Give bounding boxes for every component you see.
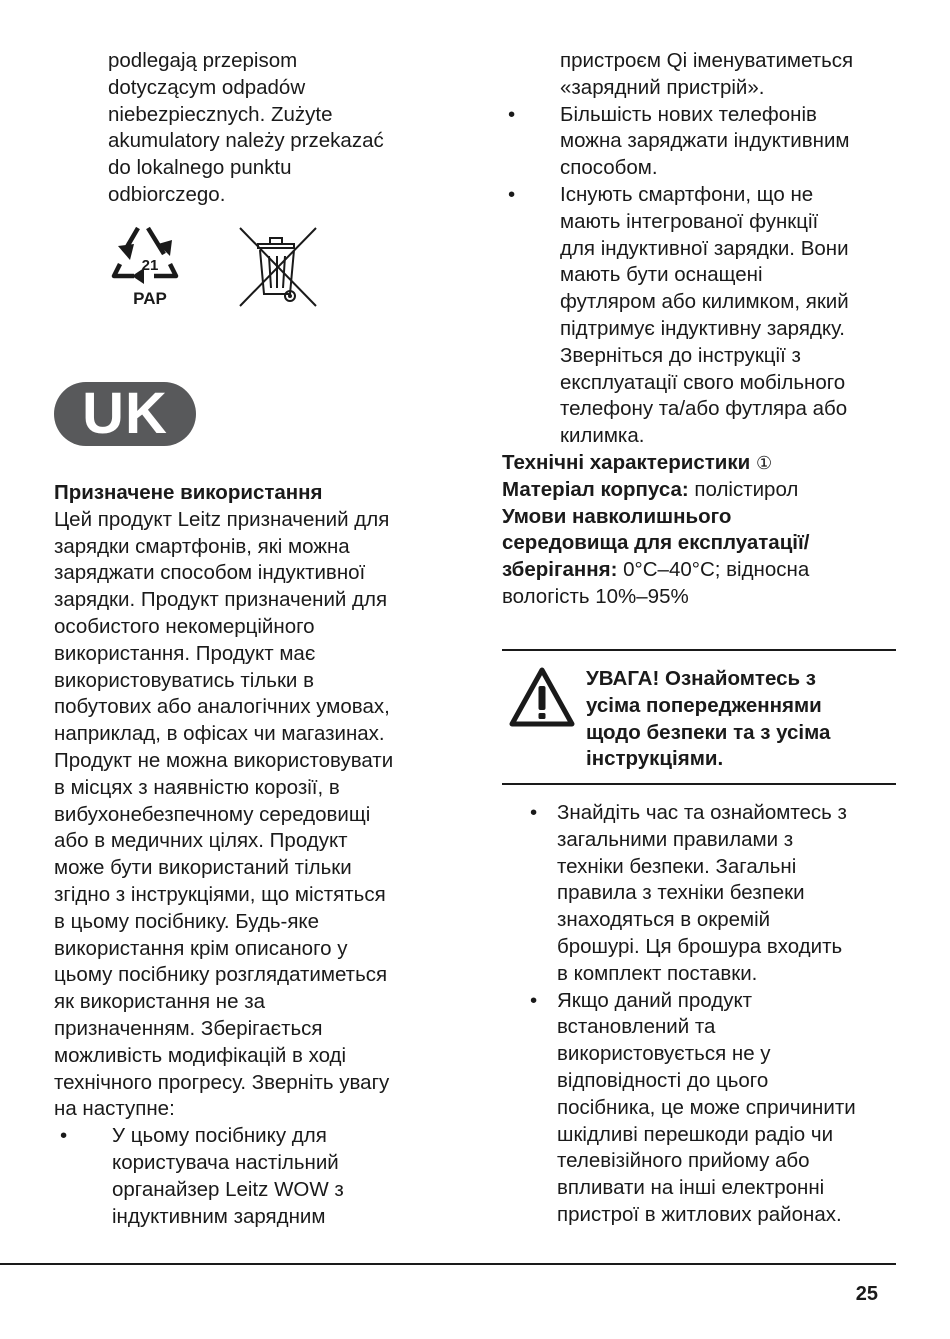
text-line: шкідливі перешкоди радіо чи: [557, 1122, 834, 1146]
polish-text-continuation: [108, 48, 448, 209]
text-line: відповідності до цього: [557, 1068, 769, 1092]
text-line: do lokalnego punktu: [108, 156, 292, 180]
bullet-symbol: •: [530, 988, 538, 1012]
spec-material: [502, 477, 902, 504]
text-line: Цей продукт Leitz призначений для: [54, 507, 390, 531]
text-line: килимка.: [560, 424, 645, 448]
text-line: користувача настільний: [112, 1150, 339, 1174]
bullet-symbol: •: [508, 102, 516, 126]
text-line: призначенням. Зберігається: [54, 1016, 323, 1040]
list-item: [528, 988, 908, 1229]
crossed-bin-icon: [236, 224, 320, 310]
specs-title-line: [502, 450, 902, 477]
warning-triangle-icon: [508, 666, 576, 728]
text-line: Існують смартфони, що не: [560, 182, 814, 206]
spec-value: 0°C–40°C; відносна: [617, 558, 810, 582]
text-line: niebezpiecznych. Zużyte: [108, 102, 333, 126]
bullet-continuation: [502, 48, 902, 102]
text-line: технічного прогресу. Зверніть увагу: [54, 1070, 390, 1094]
bullet-symbol: •: [508, 182, 516, 206]
specs-title: Технічні характеристики: [502, 450, 751, 474]
text-line: dotyczącym odpadów: [108, 75, 306, 99]
text-line: «зарядний пристрій».: [560, 75, 765, 99]
text-line: використовуватись тільки в: [54, 668, 314, 692]
text-line: способом.: [560, 156, 658, 180]
text-line: брошурі. Ця брошура входить: [557, 934, 843, 958]
footer-divider: [0, 1263, 896, 1265]
safety-notes: [528, 800, 908, 1229]
text-line: на наступне:: [54, 1097, 175, 1121]
spec-label: Матеріал корпуса:: [502, 477, 689, 501]
text-line: наприклад, в офісах чи магазинах.: [54, 722, 385, 746]
text-line: техніки безпеки. Загальні: [557, 854, 797, 878]
page-number: 25: [855, 1283, 878, 1305]
spec-env-line: [502, 557, 902, 584]
text-line: може бути використаний тільки: [54, 856, 352, 880]
text-line: побутових або аналогічних умовах,: [54, 695, 390, 719]
text-line: можна заряджати індуктивним: [560, 129, 850, 153]
text-line: знаходяться в окремій: [557, 908, 771, 932]
text-line: Знайдіть час та ознайомтесь з: [557, 801, 847, 824]
spec-label: зберігання:: [502, 558, 618, 582]
text-line: пристрої в житлових районах.: [557, 1202, 842, 1226]
text-line: в цьому посібнику. Будь-яке: [54, 909, 320, 933]
section-heading: Призначене використання: [54, 481, 323, 504]
technical-specs: [502, 450, 902, 611]
text-line: odbiorczego.: [108, 182, 226, 206]
text-line: заряджати способом індуктивної: [54, 561, 366, 585]
text-line: особистого некомерційного: [54, 614, 315, 638]
text-line: akumulatory należy przekazać: [108, 129, 384, 153]
text-line: експлуатації свого мобільного: [560, 370, 846, 394]
list-item: [54, 1123, 449, 1230]
text-line: зарядки смартфонів, які можна: [54, 534, 350, 558]
text-line: встановлений та: [557, 1015, 716, 1039]
text-line: загальними правилами з: [557, 827, 794, 851]
text-line: індуктивним зарядним: [112, 1204, 326, 1228]
text-line: podlegają przepisom: [108, 49, 298, 72]
spec-label: середовища для експлуатації/: [502, 531, 810, 555]
text-line: як використання не за: [54, 990, 266, 1014]
text-line: інструкціями.: [586, 747, 724, 771]
text-line: або в медичних цілях. Продукт: [54, 829, 348, 853]
warning-box: [502, 662, 896, 772]
divider: [502, 649, 896, 651]
recycle-number: 21: [141, 257, 159, 274]
text-line: використання. Продукт має: [54, 641, 316, 665]
text-line: правила з техніки безпеки: [557, 881, 805, 905]
text-line: телевізійного прийому або: [557, 1149, 810, 1173]
spec-value: полістирол: [688, 477, 799, 501]
spec-value: вологість 10%–95%: [502, 584, 689, 608]
text-line: Якщо даний продукт: [557, 988, 753, 1012]
list-item: [502, 102, 902, 182]
text-line: щодо безпеки та з усіма: [586, 720, 831, 744]
text-line: впливати на інші електронні: [557, 1176, 825, 1200]
text-line: Більшість нових телефонів: [560, 102, 817, 126]
text-line: мають інтегрованої функції: [560, 209, 819, 233]
warning-text: [586, 666, 886, 773]
text-line: згідно з інструкціями, що містяться: [54, 882, 386, 906]
text-line: в комплект поставки.: [557, 961, 758, 985]
text-line: Продукт не можна використовувати: [54, 748, 394, 772]
list-item: [502, 182, 902, 450]
text-line: можливість модифікацій в ході: [54, 1043, 347, 1067]
text-line: для індуктивної зарядки. Вони: [560, 236, 849, 260]
divider: [502, 783, 896, 785]
text-line: усіма попередженнями: [586, 693, 822, 717]
text-line: мають бути оснащені: [560, 263, 763, 287]
recycle-code: PAP: [133, 289, 167, 308]
text-line: органайзер Leitz WOW з: [112, 1177, 344, 1201]
list-item: [528, 800, 908, 988]
text-line: У цьому посібнику для: [112, 1124, 327, 1148]
intended-use-section: [54, 480, 449, 1230]
language-badge: UK: [54, 382, 196, 446]
text-line: УВАГА! Ознайомтесь з: [586, 667, 816, 690]
bullet-symbol: •: [530, 801, 538, 824]
text-line: цьому посібнику розглядатиметься: [54, 963, 388, 987]
text-line: телефону та/або футляра або: [560, 397, 848, 421]
text-line: пристроєм Qi іменуватиметься: [560, 49, 854, 72]
text-line: в місцях з наявністю корозії, в: [54, 775, 340, 799]
spec-label: Умови навколишнього: [502, 504, 732, 528]
text-line: футляром або килимком, який: [560, 290, 849, 314]
figure-ref: ①: [755, 452, 773, 473]
text-line: зарядки. Продукт призначений для: [54, 588, 388, 612]
text-line: використання крім описаного у: [54, 936, 348, 960]
right-column-top: [502, 48, 902, 611]
text-line: використовується не у: [557, 1042, 771, 1066]
text-line: вибухонебезпечному середовищі: [54, 802, 371, 826]
text-line: Зверніться до інструкції з: [560, 343, 801, 367]
text-line: посібника, це може спричинити: [557, 1095, 856, 1119]
bullet-symbol: •: [60, 1124, 68, 1148]
text-line: підтримує індуктивну зарядку.: [560, 316, 845, 340]
